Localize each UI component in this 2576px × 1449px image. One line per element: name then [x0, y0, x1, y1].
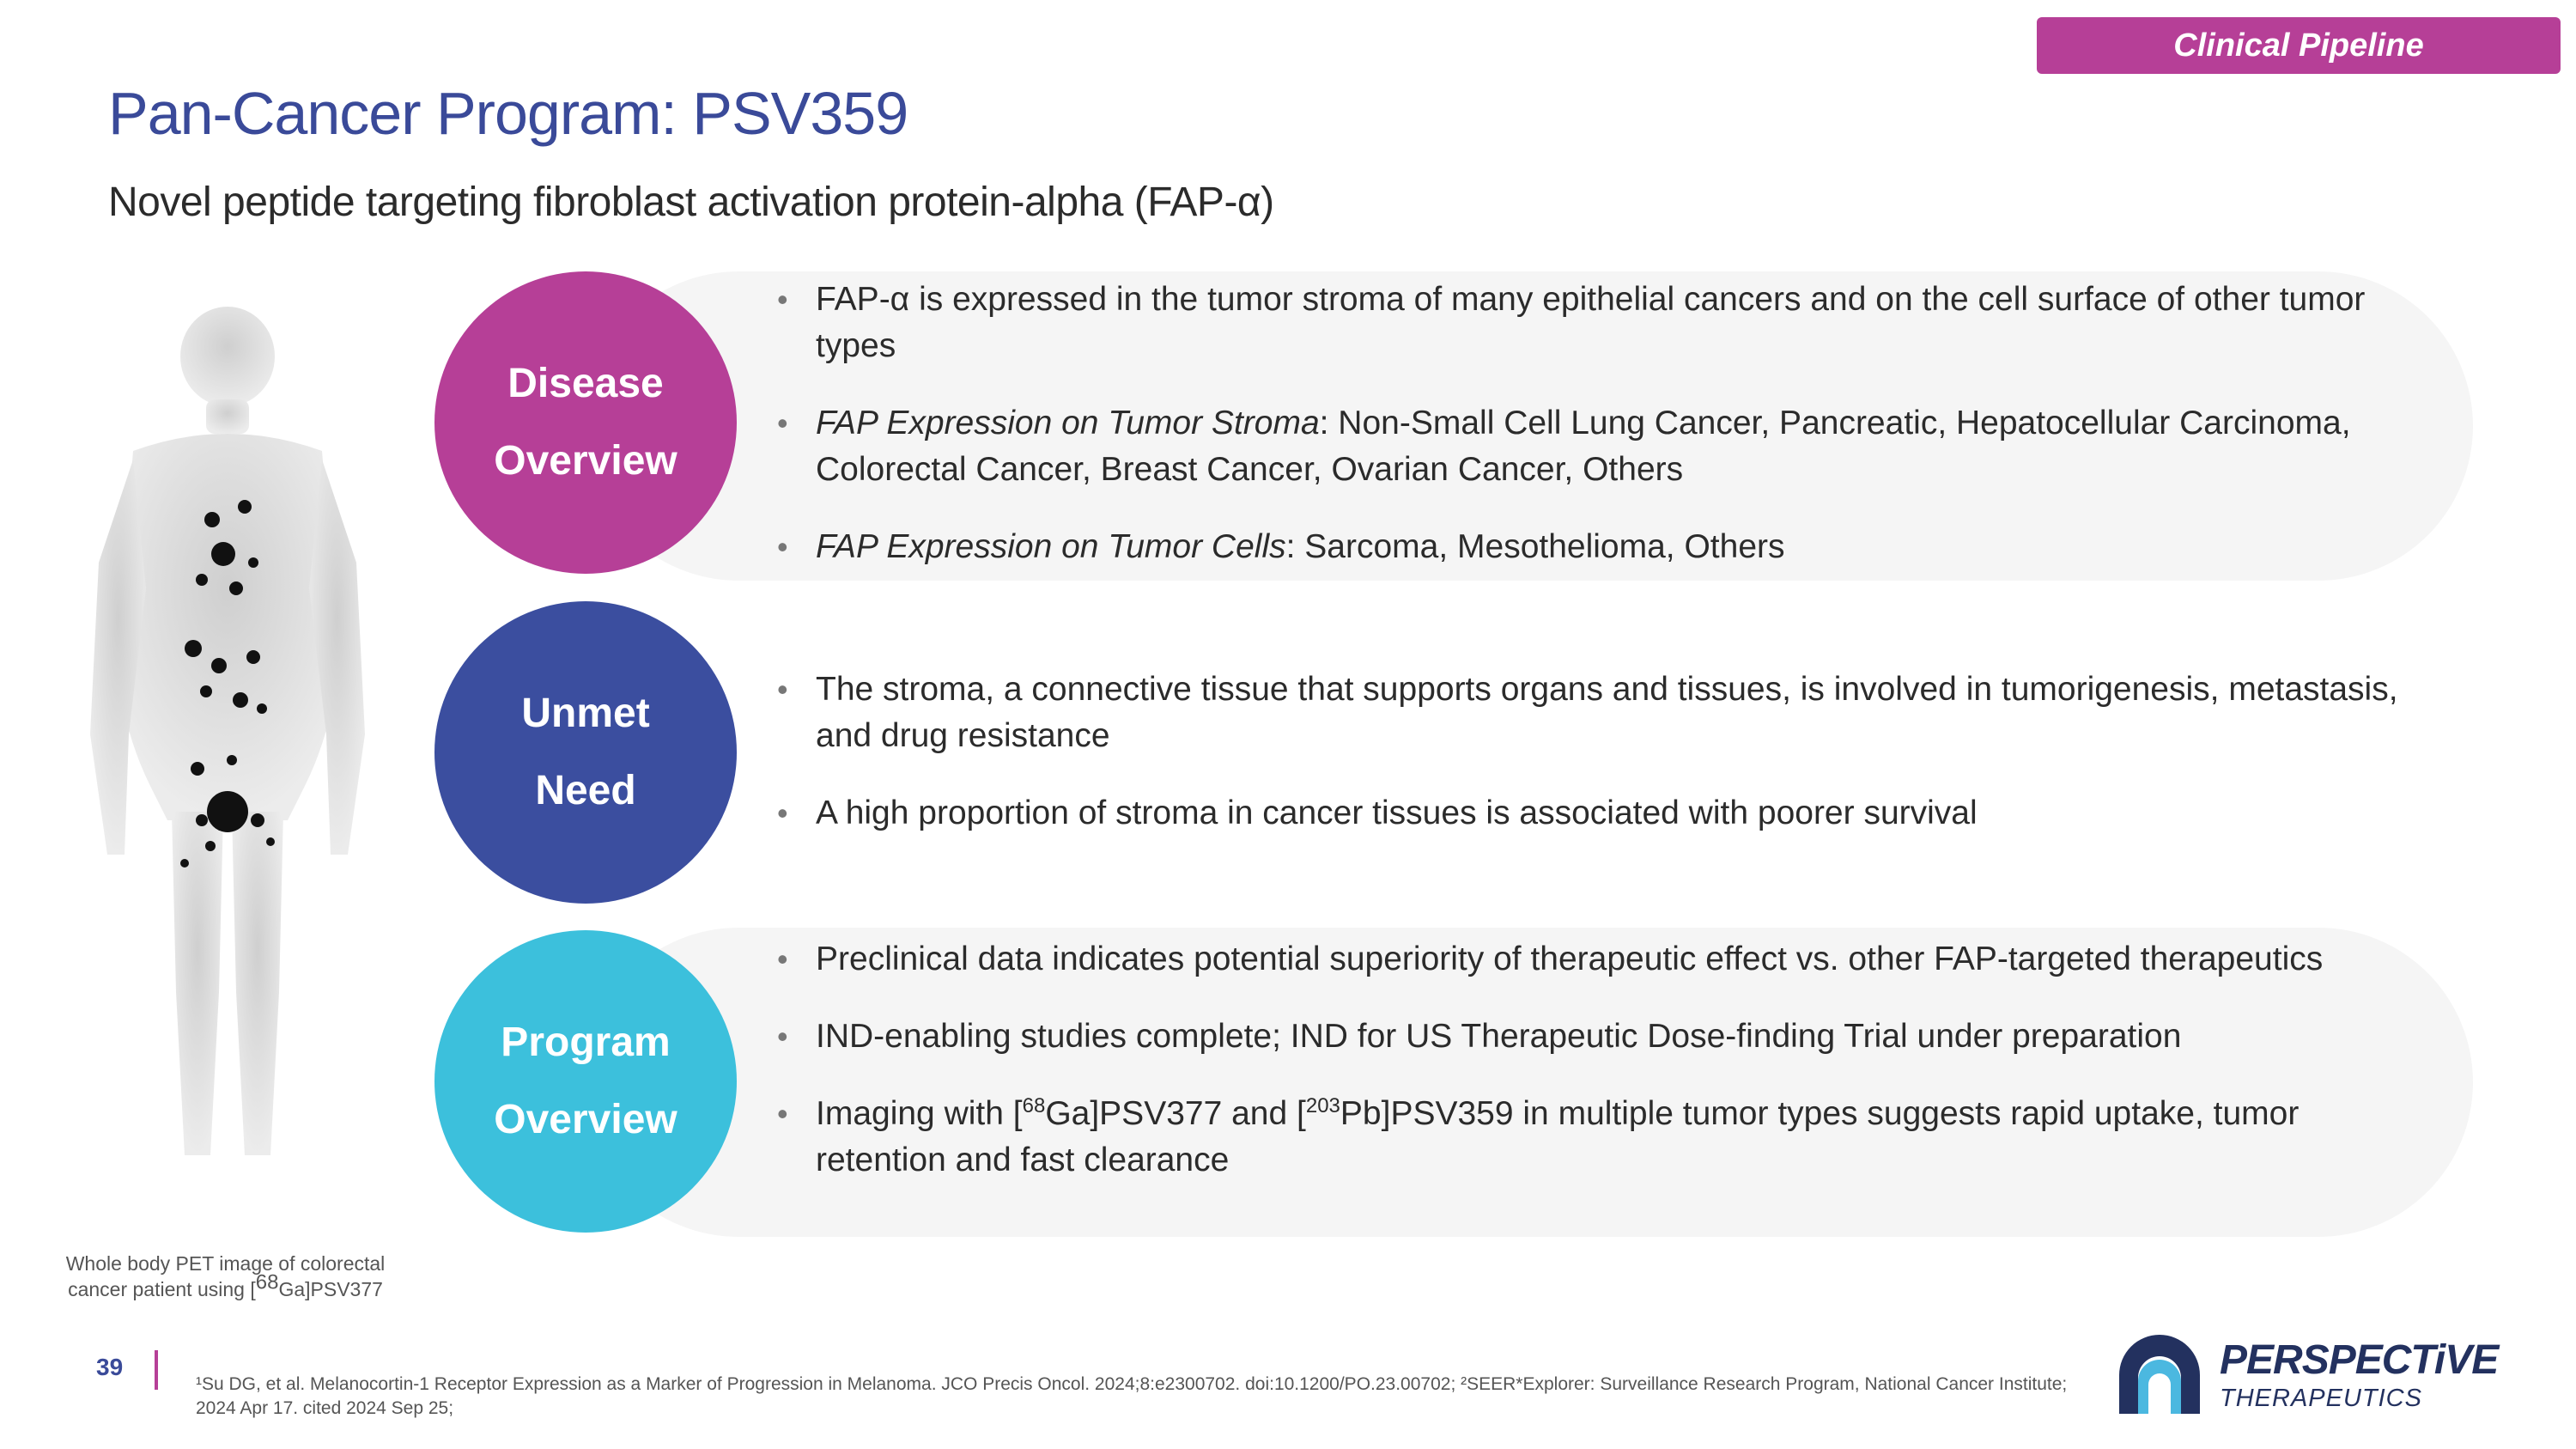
- logo-name: PERSPECTiVE: [2220, 1337, 2499, 1383]
- program-overview-bullets: [777, 936, 2409, 1184]
- bullet-item: • The stroma, a connective tissue that supports organs and tissues, is involved in tumorigenesis, metastasis, and drug resistance: [777, 667, 2409, 759]
- footnote: ¹Su DG, et al. Melanocortin-1 Receptor Expression as a Marker of Progression in Melanoma. JCO Precis Oncol. 2024;8:e2300702. doi:10.1200/PO.23.00702; ²SEER*Explorer: Surveillance Research Program, National Cancer Institute; 2024 Apr 17. cited 2024 Sep 25;: [196, 1374, 2068, 1418]
- unmet-need-circle: Unmet Need: [434, 601, 737, 904]
- bullet-item: • FAP-α is expressed in the tumor stroma of many epithelial cancers and on the cell surface of other tumor types: [777, 277, 2409, 369]
- page-subtitle: Novel peptide targeting fibroblast activation protein-alpha (FAP-α): [108, 180, 1274, 225]
- pet-image-caption: Whole body PET image of colorectal cancer patient using [$^{68}$Ga]PSV377: [65, 1252, 386, 1300]
- disease-overview-bullets: [777, 277, 2409, 570]
- company-logo: [2112, 1328, 2542, 1422]
- perspective-arch-logo-icon: [2112, 1328, 2207, 1422]
- unmet-need-bullets: [777, 667, 2409, 837]
- pet-scan-image: [82, 305, 374, 1181]
- program-overview-circle: Program Overview: [434, 930, 737, 1233]
- bullet-item: • FAP Expression on Tumor Cells: Sarcoma, Mesothelioma, Others: [777, 524, 2409, 570]
- page-title: Pan-Cancer Program: PSV359: [108, 80, 908, 147]
- bullet-item: • FAP Expression on Tumor Stroma: Non-Small Cell Lung Cancer, Pancreatic, Hepatocellular Carcinoma, Colorectal Cancer, Breast Cancer, Ovarian Cancer, Others: [777, 400, 2409, 493]
- bullet-item: • Preclinical data indicates potential superiority of therapeutic effect vs. other FAP-targeted therapeutics: [777, 936, 2409, 983]
- bullet-item: • IND-enabling studies complete; IND for US Therapeutic Dose-finding Trial under preparation: [777, 1014, 2409, 1060]
- clinical-pipeline-badge: Clinical Pipeline: [2037, 17, 2561, 74]
- page-number: 39: [96, 1354, 124, 1380]
- disease-overview-circle: Disease Overview: [434, 271, 737, 574]
- bullet-item: • A high proportion of stroma in cancer tissues is associated with poorer survival: [777, 790, 2409, 837]
- logo-tagline: THERAPEUTICS: [2220, 1385, 2422, 1412]
- footer-divider: [155, 1350, 158, 1390]
- bullet-item: • Imaging with [$^{68}$Ga]PSV377 and [$^{203}$Pb]PSV359 in multiple tumor types suggests rapid uptake, tumor retention and fast clearance: [777, 1091, 2409, 1184]
